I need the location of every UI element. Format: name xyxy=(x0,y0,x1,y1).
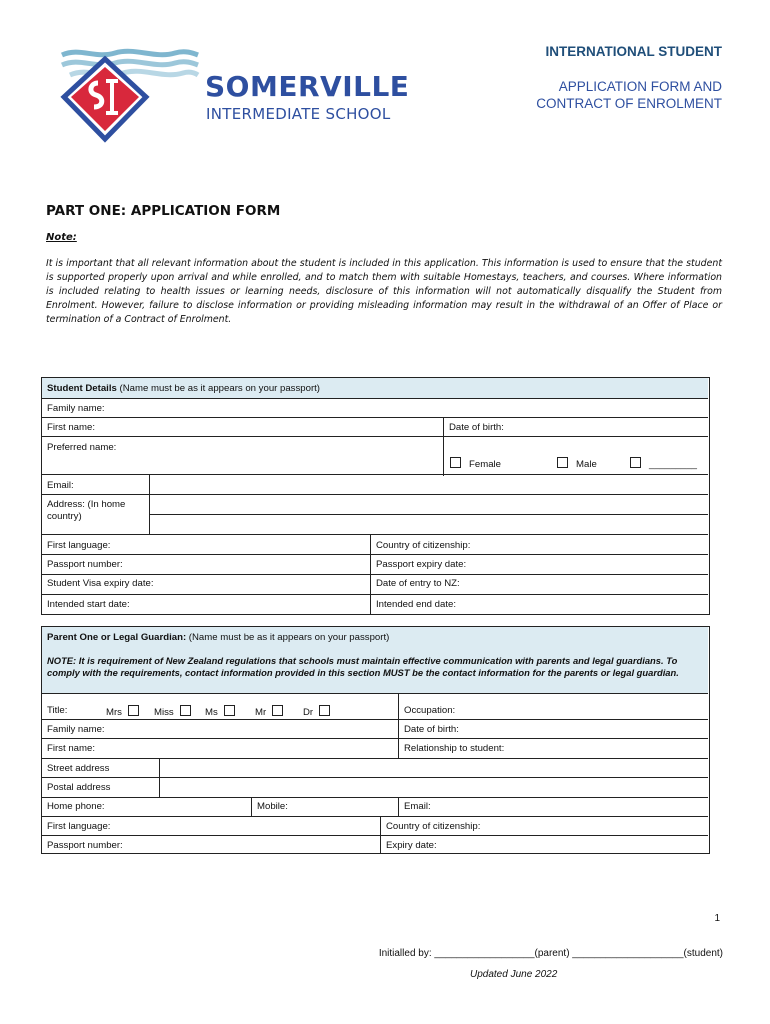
relationship-label: Relationship to student: xyxy=(404,743,505,754)
parent-note: NOTE: It is requirement of New Zealand regulations that schools must maintain effective communication with parents and legal guardians. To comply with the requirements, contact information provided in this section MUST be the contact information for the parents or legal guardian. xyxy=(47,655,679,678)
parent-first-name-label: First name: xyxy=(47,743,95,754)
start-date-label: Intended start date: xyxy=(47,599,130,610)
gender-female-option[interactable]: Female xyxy=(450,457,501,470)
passport-expiry-label: Passport expiry date: xyxy=(376,559,467,570)
visa-expiry-label: Student Visa expiry date: xyxy=(47,578,154,589)
student-details-table xyxy=(41,377,710,615)
email-field[interactable] xyxy=(150,475,708,494)
parent-first-language-label: First language: xyxy=(47,821,111,832)
home-phone-label: Home phone: xyxy=(47,801,105,812)
doc-title-line2: APPLICATION FORM AND xyxy=(558,79,722,94)
email-label: Email: xyxy=(47,480,74,491)
first-language-label: First language: xyxy=(47,540,111,551)
preferred-name-label: Preferred name: xyxy=(47,442,117,453)
entry-date-label: Date of entry to NZ: xyxy=(376,578,460,589)
gender-other-option[interactable]: _________ xyxy=(630,457,697,470)
doc-title-line3: CONTRACT OF ENROLMENT xyxy=(536,96,722,111)
citizenship-label: Country of citizenship: xyxy=(376,540,471,551)
other-gender-checkbox[interactable] xyxy=(630,457,641,468)
note-text: It is important that all relevant information about the student is included in this application. This information is used to ensure that the student is supported properly upon arrival and while enrolled, and to match them with suitable Homestays, teachers, and courses. Where information is included relating to health issues or learning needs, disclosure of this information will not automatically disqualify the Student from Enrolment. However, failure to disclose information or providing misleading information may result in the withdrawal of an Offer of Place or termination of a Contract of Enrolment. xyxy=(46,258,722,325)
title-mr-option[interactable]: Mr xyxy=(255,705,283,718)
gender-male-option[interactable]: Male xyxy=(557,457,597,470)
parent-email-label: Email: xyxy=(404,801,431,812)
school-logo xyxy=(60,45,200,145)
logo-emblem xyxy=(60,45,200,145)
miss-checkbox[interactable] xyxy=(180,705,191,716)
parent-expiry-label: Expiry date: xyxy=(386,840,437,851)
parent-citizenship-label: Country of citizenship: xyxy=(386,821,481,832)
parent-family-name-label: Family name: xyxy=(47,724,105,735)
updated-date: Updated June 2022 xyxy=(470,969,558,980)
dr-checkbox[interactable] xyxy=(319,705,330,716)
parent-heading: Parent One or Legal Guardian: (Name must be as it appears on your passport) xyxy=(47,632,390,643)
street-address-label: Street address xyxy=(47,763,110,774)
first-name-label: First name: xyxy=(47,422,95,433)
address-field[interactable] xyxy=(150,495,708,533)
part-title: PART ONE: APPLICATION FORM xyxy=(46,203,281,219)
parent-passport-number-label: Passport number: xyxy=(47,840,123,851)
postal-address-field[interactable] xyxy=(160,778,708,796)
note-label: Note: xyxy=(46,232,77,243)
address-label: Address: (In home country) xyxy=(47,499,126,522)
school-subtitle: INTERMEDIATE SCHOOL xyxy=(206,105,391,123)
female-checkbox[interactable] xyxy=(450,457,461,468)
mrs-checkbox[interactable] xyxy=(128,705,139,716)
doc-title-line1: INTERNATIONAL STUDENT xyxy=(545,44,722,59)
mobile-label: Mobile: xyxy=(257,801,288,812)
title-mrs-option[interactable]: Mrs xyxy=(106,705,139,718)
student-details-heading: Student Details (Name must be as it appears on your passport) xyxy=(47,383,321,394)
postal-address-label: Postal address xyxy=(47,782,111,793)
family-name-field[interactable] xyxy=(152,399,702,417)
title-ms-option[interactable]: Ms xyxy=(205,705,235,718)
passport-number-label: Passport number: xyxy=(47,559,123,570)
title-miss-option[interactable]: Miss xyxy=(154,705,191,718)
mr-checkbox[interactable] xyxy=(272,705,283,716)
page-number: 1 xyxy=(714,913,720,924)
street-address-field[interactable] xyxy=(160,759,708,777)
male-checkbox[interactable] xyxy=(557,457,568,468)
family-name-label: Family name: xyxy=(47,403,105,414)
parent-details-table xyxy=(41,626,710,854)
ms-checkbox[interactable] xyxy=(224,705,235,716)
school-name: SOMERVILLE xyxy=(205,70,410,103)
title-dr-option[interactable]: Dr xyxy=(303,705,330,718)
dob-label: Date of birth: xyxy=(449,422,504,433)
title-label: Title: xyxy=(47,705,68,716)
end-date-label: Intended end date: xyxy=(376,599,457,610)
occupation-label: Occupation: xyxy=(404,705,456,716)
initialled-by-line: Initialled by: __________________(parent) ____________________(student) xyxy=(378,948,723,959)
parent-dob-label: Date of birth: xyxy=(404,724,459,735)
